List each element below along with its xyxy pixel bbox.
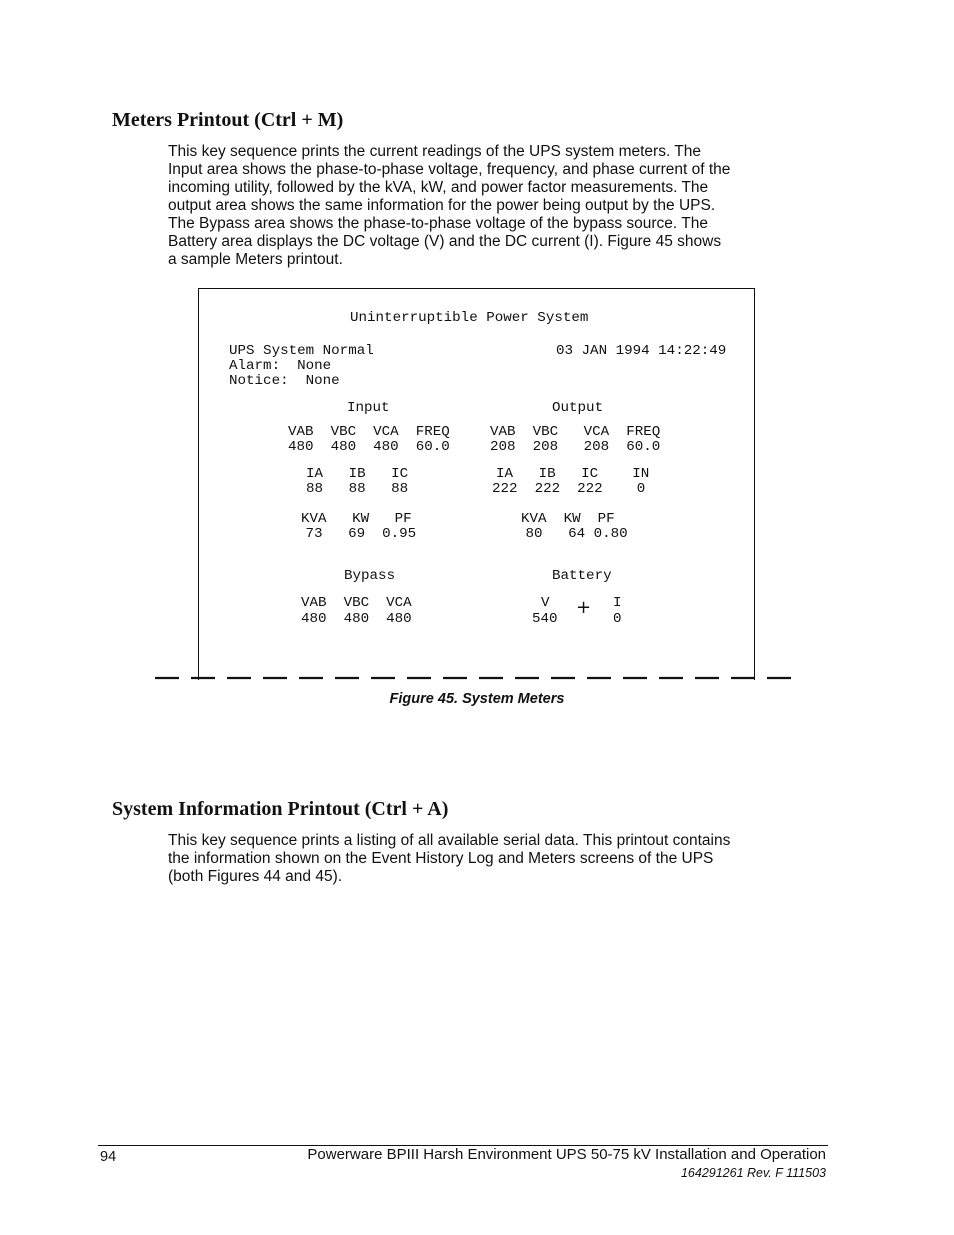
input-power-headers: KVA KW PF (301, 511, 412, 527)
crosshair-mark: + (576, 597, 592, 618)
body-line: This key sequence prints the current readings of the UPS system meters. The (168, 143, 701, 160)
bypass-headers: VAB VBC VCA (301, 595, 412, 611)
section-heading-system-info: System Information Printout (Ctrl + A) (112, 798, 449, 820)
input-volt-headers: VAB VBC VCA FREQ (288, 424, 450, 440)
body-line: This key sequence prints a listing of all available serial data. This printout contains (168, 832, 731, 849)
body-line: the information shown on the Event History Log and Meters screens of the UPS (168, 850, 714, 867)
tear-off-dashed-line (155, 676, 800, 680)
section-body-system-info (168, 832, 808, 886)
section-heading-meters: Meters Printout (Ctrl + M) (112, 109, 344, 131)
body-line: incoming utility, followed by the kVA, kW, and power factor measurements. The (168, 179, 709, 196)
output-power-values: 80 64 0.80 (517, 526, 628, 542)
input-power-values: 73 69 0.95 (297, 526, 417, 542)
bypass-label: Bypass (344, 568, 396, 584)
output-label: Output (552, 400, 604, 416)
footer-document-title: Powerware BPIII Harsh Environment UPS 50-75 kV Installation and Operation (307, 1146, 826, 1163)
body-line: Battery area displays the DC voltage (V) and the DC current (I). Figure 45 shows (168, 233, 722, 250)
battery-i-value: 0 (613, 611, 622, 627)
output-current-values: 222 222 222 0 (492, 481, 646, 497)
body-line: Input area shows the phase-to-phase voltage, frequency, and phase current of the (168, 161, 731, 178)
printout-alarm: Alarm: None (229, 358, 332, 374)
input-current-values: 88 88 88 (306, 481, 409, 497)
printout-status: UPS System Normal (229, 343, 374, 359)
output-current-headers: IA IB IC IN (496, 466, 650, 482)
printout-notice: Notice: None (229, 373, 340, 389)
battery-v-value: 540 (532, 611, 558, 627)
section-body-meters (168, 143, 808, 269)
body-line: output area shows the same information for the power being output by the UPS. (168, 197, 716, 214)
output-volt-values: 208 208 208 60.0 (490, 439, 661, 455)
printout-datetime: 03 JAN 1994 14:22:49 (556, 343, 727, 359)
battery-i-header: I (613, 595, 622, 611)
figure-caption: Figure 45. System Meters (389, 691, 565, 707)
printout-title: Uninterruptible Power System (350, 310, 589, 326)
footer-revision: 164291261 Rev. F 111503 (680, 1166, 826, 1180)
body-line: a sample Meters printout. (168, 251, 343, 268)
output-volt-headers: VAB VBC VCA FREQ (490, 424, 661, 440)
input-label: Input (347, 400, 390, 416)
bypass-values: 480 480 480 (301, 611, 412, 627)
input-current-headers: IA IB IC (306, 466, 409, 482)
input-volt-values: 480 480 480 60.0 (288, 439, 450, 455)
page-number: 94 (100, 1149, 117, 1165)
body-line: (both Figures 44 and 45). (168, 868, 343, 885)
body-line: The Bypass area shows the phase-to-phase voltage of the bypass source. The (168, 215, 708, 232)
battery-label: Battery (552, 568, 612, 584)
battery-v-header: V (541, 595, 550, 611)
output-power-headers: KVA KW PF (521, 511, 615, 527)
